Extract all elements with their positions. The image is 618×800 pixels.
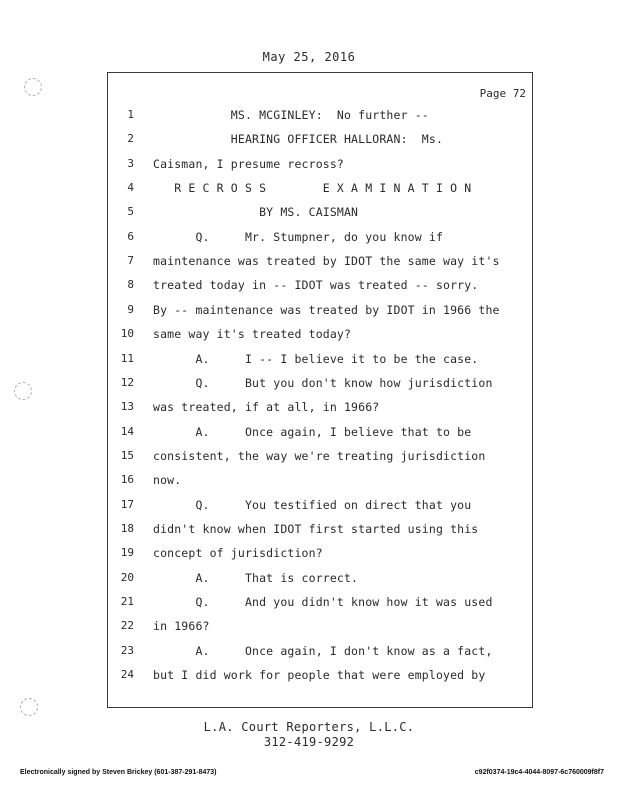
transcript-line: was treated, if at all, in 1966?: [153, 400, 380, 415]
punch-hole-bottom: [20, 698, 38, 716]
transcript-line: but I did work for people that were employed by: [153, 668, 486, 683]
transcript-line: A. Once again, I don't know as a fact,: [153, 643, 493, 658]
punch-hole-middle: [14, 382, 32, 400]
transcript-date: May 25, 2016: [262, 50, 356, 64]
line-number: 16: [120, 473, 134, 487]
line-number: 13: [120, 400, 134, 414]
document-id: c92f0374-19c4-4044-8097-6c760009f8f7: [474, 769, 604, 776]
line-number: 21: [120, 595, 134, 608]
transcript-line: Caisman, I presume recross?: [153, 156, 344, 171]
line-number: 24: [120, 668, 134, 682]
transcript-line: in 1966?: [153, 619, 210, 634]
transcript-line: HEARING OFFICER HALLORAN: Ms.: [153, 132, 444, 147]
line-number: 7: [127, 254, 134, 268]
transcript-line: Q. But you don't know how jurisdiction: [153, 375, 493, 390]
transcript-line: Q. Mr. Stumpner, do you know if: [153, 229, 444, 244]
transcript-line: A. I -- I believe it to be the case.: [153, 351, 479, 366]
line-number: 10: [120, 327, 134, 341]
transcript-line: same way it's treated today?: [153, 327, 352, 342]
transcript-line: A. That is correct.: [153, 570, 359, 585]
line-number: 15: [120, 448, 134, 462]
line-number: 17: [120, 497, 134, 511]
line-number: 8: [127, 278, 134, 292]
transcript-line: now.: [153, 473, 182, 488]
line-number: 23: [120, 643, 134, 657]
transcript-line: concept of jurisdiction?: [153, 546, 323, 561]
court-reporter-name: L.A. Court Reporters, L.L.C.: [203, 720, 415, 734]
line-number: 19: [120, 546, 134, 560]
transcript-line: MS. MCGINLEY: No further --: [153, 108, 429, 122]
line-number: 20: [120, 570, 134, 584]
line-number: 4: [127, 181, 134, 195]
line-number: 1: [127, 108, 134, 121]
transcript-line: maintenance was treated by IDOT the same way it's: [153, 254, 500, 269]
transcript-line: A. Once again, I believe that to be: [153, 424, 472, 439]
line-number: 9: [127, 302, 134, 316]
transcript-line: Q. And you didn't know how it was used: [153, 595, 493, 609]
line-number: 3: [127, 156, 134, 170]
line-number: 6: [127, 229, 134, 243]
line-number: 11: [120, 351, 134, 365]
line-number: 14: [120, 424, 134, 438]
page-number: Page 72: [479, 87, 526, 100]
line-number: 22: [120, 619, 134, 633]
line-number: 12: [120, 375, 134, 389]
electronic-signature: Electronically signed by Steven Brickey (601-387-291-8473): [20, 769, 217, 776]
line-number: 5: [127, 205, 134, 219]
transcript-line: didn't know when IDOT first started using this: [153, 521, 479, 536]
transcript-line: BY MS. CAISMAN: [153, 205, 359, 220]
court-reporter-phone: 312-419-9292: [263, 735, 355, 749]
transcript-line: By -- maintenance was treated by IDOT in 1966 the: [153, 302, 500, 317]
transcript-line: Q. You testified on direct that you: [153, 497, 472, 512]
line-number: 2: [127, 132, 134, 146]
line-number: 18: [120, 521, 134, 535]
transcript-line: R E C R O S S E X A M I N A T I O N: [153, 181, 472, 196]
transcript-line: treated today in -- IDOT was treated -- sorry.: [153, 278, 479, 293]
transcript-line: consistent, the way we're treating jurisdiction: [153, 448, 486, 463]
punch-hole-top: [24, 78, 42, 96]
